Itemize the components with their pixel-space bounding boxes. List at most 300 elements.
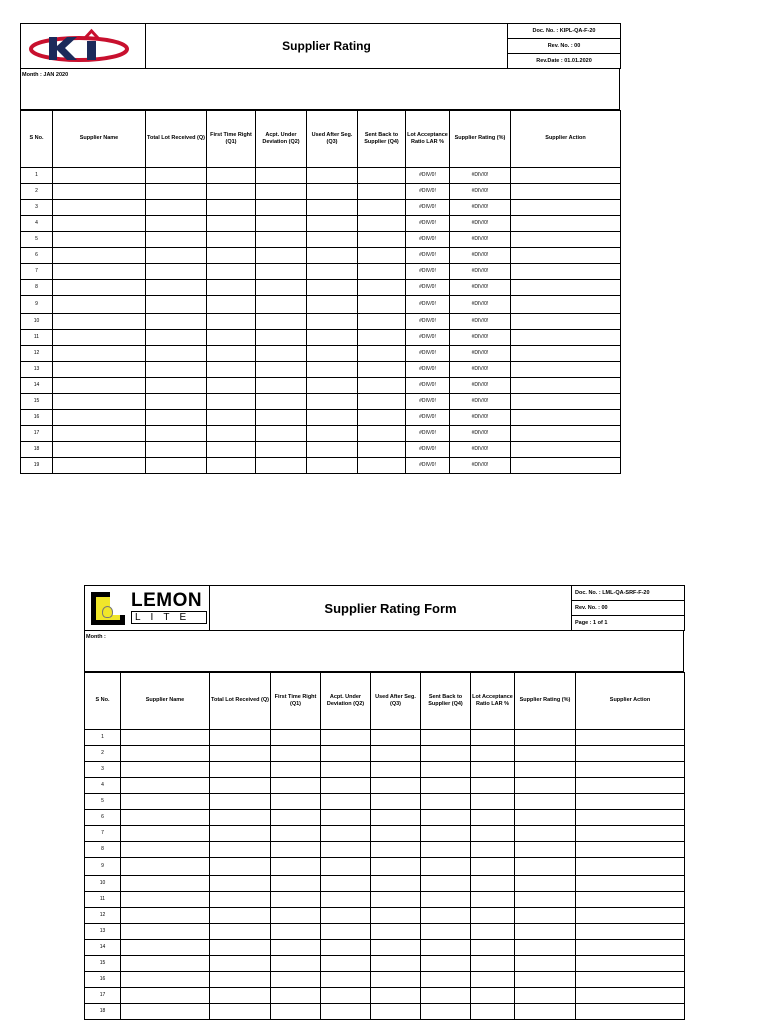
table-row	[21, 394, 621, 410]
empty-cell	[421, 746, 471, 762]
column-header: First Time Right (Q1)	[207, 111, 256, 168]
empty-cell	[511, 362, 621, 378]
sno-cell: 12	[21, 346, 53, 362]
empty-cell	[207, 264, 256, 280]
empty-cell	[576, 778, 685, 794]
empty-cell	[256, 442, 307, 458]
empty-cell	[121, 956, 210, 972]
form2-doc-info	[572, 586, 685, 631]
empty-cell	[256, 362, 307, 378]
sno-cell: 16	[85, 972, 121, 988]
empty-cell	[271, 1004, 321, 1020]
sno-cell: 13	[21, 362, 53, 378]
empty-cell	[321, 876, 371, 892]
lar-cell: #DIV/0!	[406, 248, 450, 264]
empty-cell	[421, 794, 471, 810]
empty-cell	[271, 908, 321, 924]
table-row	[21, 458, 621, 474]
empty-cell	[146, 216, 207, 232]
empty-cell	[256, 248, 307, 264]
empty-cell	[471, 940, 515, 956]
empty-cell	[576, 924, 685, 940]
empty-cell	[515, 858, 576, 876]
sno-cell: 4	[85, 778, 121, 794]
empty-cell	[53, 216, 146, 232]
empty-cell	[576, 810, 685, 826]
form2-table	[84, 672, 685, 1020]
empty-cell	[307, 442, 358, 458]
empty-cell	[307, 280, 358, 296]
empty-cell	[307, 330, 358, 346]
column-header: Acpt. Under Deviation (Q2)	[256, 111, 307, 168]
table-row	[85, 1004, 685, 1020]
table-row	[85, 826, 685, 842]
sno-cell: 15	[21, 394, 53, 410]
empty-cell	[307, 216, 358, 232]
empty-cell	[421, 892, 471, 908]
empty-cell	[146, 346, 207, 362]
rating-cell: #DIV/0!	[450, 296, 511, 314]
empty-cell	[358, 458, 406, 474]
column-header: Total Lot Received (Q)	[210, 673, 271, 730]
empty-cell	[121, 858, 210, 876]
empty-cell	[207, 248, 256, 264]
table-row	[85, 924, 685, 940]
sno-cell: 2	[85, 746, 121, 762]
empty-cell	[121, 826, 210, 842]
empty-cell	[358, 216, 406, 232]
empty-cell	[53, 394, 146, 410]
table-row	[85, 956, 685, 972]
empty-cell	[53, 296, 146, 314]
rating-cell: #DIV/0!	[450, 168, 511, 184]
empty-cell	[146, 184, 207, 200]
rating-cell: #DIV/0!	[450, 378, 511, 394]
sno-cell: 14	[85, 940, 121, 956]
empty-cell	[53, 232, 146, 248]
table-row	[21, 330, 621, 346]
column-header: First Time Right (Q1)	[271, 673, 321, 730]
lar-cell: #DIV/0!	[406, 216, 450, 232]
empty-cell	[210, 730, 271, 746]
empty-cell	[576, 858, 685, 876]
form2-month	[84, 631, 684, 672]
doc-number: Doc. No. : LML-QA-SRF-F-20	[572, 586, 684, 601]
sno-cell: 1	[85, 730, 121, 746]
empty-cell	[511, 330, 621, 346]
empty-cell	[307, 362, 358, 378]
empty-cell	[471, 908, 515, 924]
empty-cell	[256, 168, 307, 184]
empty-cell	[321, 842, 371, 858]
table-row	[85, 762, 685, 778]
empty-cell	[321, 956, 371, 972]
empty-cell	[511, 410, 621, 426]
column-header: S No.	[21, 111, 53, 168]
table-row	[21, 314, 621, 330]
empty-cell	[271, 746, 321, 762]
empty-cell	[210, 810, 271, 826]
empty-cell	[210, 940, 271, 956]
empty-cell	[146, 200, 207, 216]
empty-cell	[53, 248, 146, 264]
sno-cell: 18	[85, 1004, 121, 1020]
column-header: S No.	[85, 673, 121, 730]
empty-cell	[146, 426, 207, 442]
lemon-logo-mark	[91, 592, 125, 625]
empty-cell	[321, 924, 371, 940]
empty-cell	[515, 972, 576, 988]
empty-cell	[146, 248, 207, 264]
empty-cell	[321, 858, 371, 876]
empty-cell	[207, 442, 256, 458]
empty-cell	[321, 746, 371, 762]
sno-cell: 19	[21, 458, 53, 474]
empty-cell	[371, 956, 421, 972]
empty-cell	[511, 296, 621, 314]
form1-doc-info	[508, 24, 621, 69]
empty-cell	[576, 956, 685, 972]
empty-cell	[271, 988, 321, 1004]
table-row	[85, 908, 685, 924]
rating-cell: #DIV/0!	[450, 200, 511, 216]
lar-cell: #DIV/0!	[406, 168, 450, 184]
lite-logo-word: LITE	[135, 611, 197, 623]
empty-cell	[53, 168, 146, 184]
column-header: Total Lot Received (Q)	[146, 111, 207, 168]
empty-cell	[321, 1004, 371, 1020]
lar-cell: #DIV/0!	[406, 264, 450, 280]
empty-cell	[321, 762, 371, 778]
rating-cell: #DIV/0!	[450, 248, 511, 264]
empty-cell	[146, 168, 207, 184]
empty-cell	[210, 842, 271, 858]
empty-cell	[471, 1004, 515, 1020]
sno-cell: 7	[85, 826, 121, 842]
empty-cell	[256, 458, 307, 474]
empty-cell	[307, 296, 358, 314]
empty-cell	[207, 216, 256, 232]
empty-cell	[515, 876, 576, 892]
empty-cell	[576, 746, 685, 762]
table-row	[85, 972, 685, 988]
empty-cell	[256, 330, 307, 346]
lar-cell: #DIV/0!	[406, 442, 450, 458]
empty-cell	[471, 762, 515, 778]
empty-cell	[256, 296, 307, 314]
empty-cell	[207, 168, 256, 184]
empty-cell	[210, 876, 271, 892]
empty-cell	[471, 892, 515, 908]
empty-cell	[271, 778, 321, 794]
empty-cell	[321, 892, 371, 908]
sno-cell: 2	[21, 184, 53, 200]
lar-cell: #DIV/0!	[406, 280, 450, 296]
sno-cell: 10	[85, 876, 121, 892]
column-header: Sent Back to Supplier (Q4)	[421, 673, 471, 730]
empty-cell	[271, 972, 321, 988]
empty-cell	[121, 940, 210, 956]
table-row	[85, 730, 685, 746]
column-header: Used After Seg. (Q3)	[307, 111, 358, 168]
empty-cell	[121, 924, 210, 940]
empty-cell	[576, 762, 685, 778]
empty-cell	[53, 362, 146, 378]
table-row	[21, 248, 621, 264]
empty-cell	[210, 956, 271, 972]
empty-cell	[121, 988, 210, 1004]
column-header: Used After Seg. (Q3)	[371, 673, 421, 730]
rating-cell: #DIV/0!	[450, 458, 511, 474]
sno-cell: 12	[85, 908, 121, 924]
empty-cell	[515, 826, 576, 842]
empty-cell	[515, 956, 576, 972]
empty-cell	[307, 426, 358, 442]
sno-cell: 6	[85, 810, 121, 826]
empty-cell	[371, 778, 421, 794]
form1-month	[20, 69, 620, 110]
empty-cell	[307, 346, 358, 362]
empty-cell	[515, 730, 576, 746]
empty-cell	[358, 426, 406, 442]
empty-cell	[307, 232, 358, 248]
rating-cell: #DIV/0!	[450, 280, 511, 296]
empty-cell	[576, 876, 685, 892]
empty-cell	[321, 810, 371, 826]
empty-cell	[576, 794, 685, 810]
empty-cell	[511, 168, 621, 184]
supplier-rating-form-2	[84, 585, 684, 1020]
empty-cell	[53, 314, 146, 330]
table-row	[21, 168, 621, 184]
empty-cell	[515, 762, 576, 778]
empty-cell	[271, 876, 321, 892]
empty-cell	[121, 794, 210, 810]
table-row	[85, 940, 685, 956]
empty-cell	[207, 346, 256, 362]
empty-cell	[307, 314, 358, 330]
empty-cell	[121, 762, 210, 778]
empty-cell	[421, 908, 471, 924]
column-header: Supplier Rating (%)	[450, 111, 511, 168]
month-field: Month :	[85, 631, 684, 672]
empty-cell	[371, 842, 421, 858]
empty-cell	[358, 314, 406, 330]
empty-cell	[146, 362, 207, 378]
table-row	[21, 200, 621, 216]
empty-cell	[121, 778, 210, 794]
column-header: Supplier Action	[576, 673, 685, 730]
empty-cell	[53, 442, 146, 458]
form1-header	[20, 23, 621, 69]
empty-cell	[371, 858, 421, 876]
empty-cell	[207, 200, 256, 216]
empty-cell	[511, 378, 621, 394]
empty-cell	[207, 232, 256, 248]
form1-table	[20, 110, 621, 474]
empty-cell	[307, 410, 358, 426]
empty-cell	[307, 184, 358, 200]
sno-cell: 8	[21, 280, 53, 296]
sno-cell: 10	[21, 314, 53, 330]
empty-cell	[421, 730, 471, 746]
empty-cell	[358, 232, 406, 248]
empty-cell	[146, 296, 207, 314]
empty-cell	[471, 826, 515, 842]
lemon-logo-cell	[85, 586, 210, 631]
form2-header	[84, 585, 685, 631]
column-header: Supplier Name	[121, 673, 210, 730]
empty-cell	[358, 330, 406, 346]
table-row	[21, 264, 621, 280]
empty-cell	[511, 442, 621, 458]
empty-cell	[207, 378, 256, 394]
lar-cell: #DIV/0!	[406, 330, 450, 346]
empty-cell	[511, 458, 621, 474]
lar-cell: #DIV/0!	[406, 426, 450, 442]
empty-cell	[421, 924, 471, 940]
lar-cell: #DIV/0!	[406, 296, 450, 314]
empty-cell	[146, 378, 207, 394]
lar-cell: #DIV/0!	[406, 184, 450, 200]
empty-cell	[271, 826, 321, 842]
empty-cell	[207, 394, 256, 410]
table-row	[85, 988, 685, 1004]
empty-cell	[256, 426, 307, 442]
empty-cell	[271, 730, 321, 746]
empty-cell	[210, 826, 271, 842]
page-number: Page : 1 of 1	[575, 620, 608, 626]
empty-cell	[358, 410, 406, 426]
sno-cell: 17	[85, 988, 121, 1004]
empty-cell	[358, 378, 406, 394]
empty-cell	[421, 810, 471, 826]
empty-cell	[371, 908, 421, 924]
table-row	[21, 280, 621, 296]
empty-cell	[146, 264, 207, 280]
empty-cell	[146, 280, 207, 296]
sno-cell: 5	[21, 232, 53, 248]
column-header: Sent Back to Supplier (Q4)	[358, 111, 406, 168]
column-header: Supplier Rating (%)	[515, 673, 576, 730]
empty-cell	[515, 892, 576, 908]
empty-cell	[471, 972, 515, 988]
table-row	[85, 794, 685, 810]
empty-cell	[121, 842, 210, 858]
empty-cell	[515, 794, 576, 810]
empty-cell	[421, 842, 471, 858]
table-row	[21, 232, 621, 248]
table-row	[85, 842, 685, 858]
empty-cell	[307, 200, 358, 216]
sno-cell: 3	[85, 762, 121, 778]
empty-cell	[576, 892, 685, 908]
empty-cell	[511, 426, 621, 442]
empty-cell	[146, 394, 207, 410]
empty-cell	[210, 794, 271, 810]
form2-title: Supplier Rating Form	[210, 586, 572, 631]
sno-cell: 7	[21, 264, 53, 280]
table-row	[85, 892, 685, 908]
empty-cell	[146, 410, 207, 426]
empty-cell	[471, 730, 515, 746]
empty-cell	[576, 730, 685, 746]
empty-cell	[53, 410, 146, 426]
empty-cell	[256, 200, 307, 216]
empty-cell	[121, 1004, 210, 1020]
empty-cell	[321, 794, 371, 810]
empty-cell	[576, 988, 685, 1004]
empty-cell	[271, 940, 321, 956]
empty-cell	[271, 842, 321, 858]
empty-cell	[371, 892, 421, 908]
table-row	[21, 426, 621, 442]
ki-logo-cell	[21, 24, 146, 69]
empty-cell	[371, 762, 421, 778]
empty-cell	[576, 908, 685, 924]
sno-cell: 3	[21, 200, 53, 216]
rating-cell: #DIV/0!	[450, 426, 511, 442]
empty-cell	[121, 746, 210, 762]
lar-cell: #DIV/0!	[406, 394, 450, 410]
table-row	[21, 410, 621, 426]
lar-cell: #DIV/0!	[406, 458, 450, 474]
empty-cell	[515, 988, 576, 1004]
empty-cell	[53, 184, 146, 200]
lar-cell: #DIV/0!	[406, 378, 450, 394]
empty-cell	[210, 1004, 271, 1020]
empty-cell	[421, 778, 471, 794]
empty-cell	[271, 762, 321, 778]
sno-cell: 8	[85, 842, 121, 858]
empty-cell	[210, 746, 271, 762]
empty-cell	[421, 940, 471, 956]
empty-cell	[146, 330, 207, 346]
rating-cell: #DIV/0!	[450, 314, 511, 330]
lar-cell: #DIV/0!	[406, 410, 450, 426]
sno-cell: 6	[21, 248, 53, 264]
empty-cell	[256, 346, 307, 362]
empty-cell	[53, 458, 146, 474]
empty-cell	[146, 232, 207, 248]
empty-cell	[207, 458, 256, 474]
column-header: Supplier Name	[53, 111, 146, 168]
revision-number: Rev. No. : 00	[572, 601, 684, 616]
sno-cell: 18	[21, 442, 53, 458]
empty-cell	[471, 924, 515, 940]
empty-cell	[256, 264, 307, 280]
empty-cell	[371, 810, 421, 826]
column-header: Acpt. Under Deviation (Q2)	[321, 673, 371, 730]
form1-title: Supplier Rating	[146, 24, 508, 69]
empty-cell	[421, 956, 471, 972]
empty-cell	[256, 394, 307, 410]
table-row	[21, 362, 621, 378]
empty-cell	[576, 842, 685, 858]
empty-cell	[358, 442, 406, 458]
empty-cell	[146, 442, 207, 458]
rating-cell: #DIV/0!	[450, 362, 511, 378]
empty-cell	[271, 810, 321, 826]
empty-cell	[471, 876, 515, 892]
empty-cell	[371, 876, 421, 892]
empty-cell	[207, 330, 256, 346]
empty-cell	[307, 378, 358, 394]
empty-cell	[358, 394, 406, 410]
table-row	[85, 858, 685, 876]
empty-cell	[207, 314, 256, 330]
empty-cell	[271, 858, 321, 876]
